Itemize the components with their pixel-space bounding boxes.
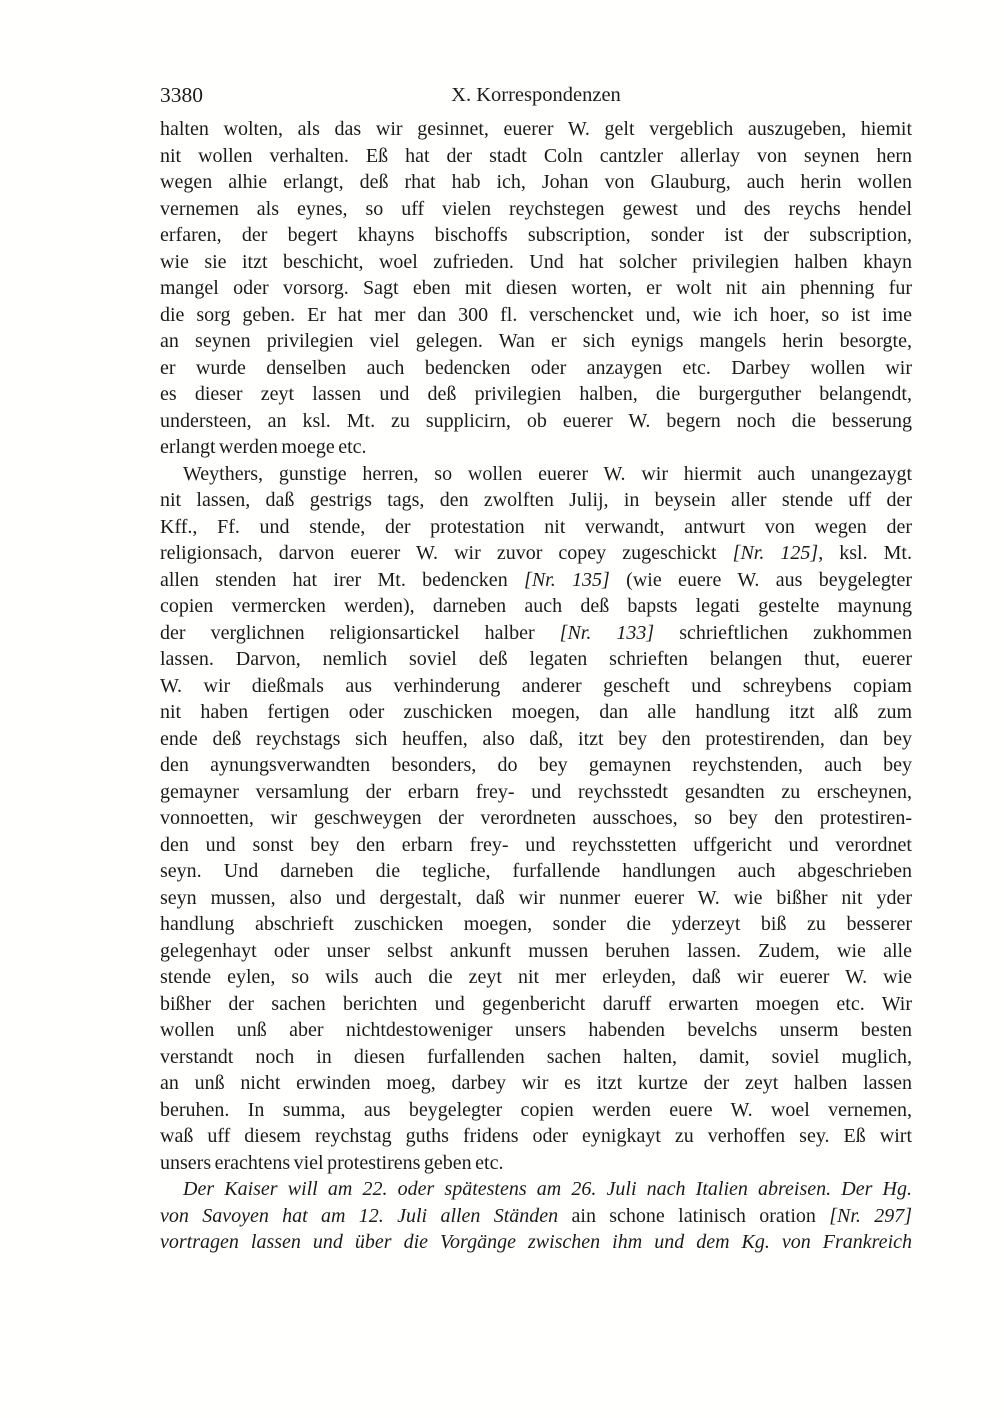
text-line [160,355,912,382]
italic-text-segment: [Nr. 135] [524,568,610,591]
text-segment: wollen unß aber nichtdestoweniger unsers habenden bevelchs unserm besten [160,1019,912,1041]
text-line [160,911,912,938]
text-line [160,143,912,170]
text-segment: handlung abschrieft zuschicken moegen, sonder die yderzeyt biß zu besserer [160,913,912,935]
text-line [160,699,912,726]
text-line [160,991,912,1018]
text-segment: , ksl. Mt. [818,542,912,564]
text-segment: den und sonst bey den erbarn frey- und reychsstetten uffgericht und verordnet [160,833,912,856]
text-segment: erlangt werden moege etc. [160,436,367,458]
text-segment: nit lassen, daß gestrigs tags, den zwolften Julij, in beysein aller stende uff der [160,489,912,511]
text-line [160,938,912,965]
text-line [160,328,912,355]
text-line [160,1229,912,1256]
text-line [160,885,912,912]
text-segment: copien vermercken werden), darneben auch deß bapsts legati gestelte maynung [160,595,912,617]
text-line [160,1150,912,1177]
text-segment: beruhen. In summa, aus beygelegter copien werden euere W. woel vernemen, [160,1098,912,1121]
text-line [160,1070,912,1097]
text-segment: die sorg geben. Er hat mer dan 300 fl. verschencket und, wie ich hoer, so ist ime [160,303,912,326]
text-segment: mangel oder vorsorg. Sagt eben mit diesen worten, er wolt nit ain phenning fur [160,277,912,299]
running-head: X. Korrespondenzen [451,84,621,106]
text-segment: allen stenden hat irer Mt. bedencken [160,568,525,591]
text-line [160,196,912,223]
text-line [160,567,912,594]
text-segment: gelegenhayt oder unser selbst ankunft mussen beruhen lassen. Zudem, wie alle [160,939,912,962]
italic-text-segment: [Nr. 125] [732,542,819,564]
text-segment: schrieftlichen zukhommen [654,621,912,644]
text-segment: waß uff diesem reychstag guths fridens oder eynigkayt zu verhoffen sey. Eß wirt [160,1125,912,1147]
text-segment: es dieser zeyt lassen und deß privilegien halben, die burgerguther belangendt, [160,383,912,405]
text-line [160,1097,912,1124]
text-segment: Kff., Ff. und stende, der protestation nit verwandt, antwurt von wegen der [160,515,912,538]
text-segment: vonnoetten, wir geschweygen der verordneten ausschoes, so bey den protestiren- [160,807,912,829]
text-line [160,408,912,435]
text-segment: vernemen als eynes, so uff vielen reychstegen gewest und des reychs hendel [160,197,912,220]
text-line [160,673,912,700]
text-line [160,461,912,488]
text-segment: nit haben fertigen oder zuschicken moegen, dan alle handlung itzt alß zum [160,701,912,723]
text-line [160,726,912,753]
text-line [160,620,912,647]
text-line [160,249,912,276]
text-line [160,222,912,249]
text-line [160,275,912,302]
text-segment: seyn. Und darneben die tegliche, furfallende handlungen auch abgeschrieben [160,860,912,882]
text-line [160,1176,912,1203]
text-line [160,1123,912,1150]
text-segment: erfaren, der begert khayns bischoffs subscription, sonder ist der subscription, [160,224,912,246]
text-segment: an seynen privilegien viel gelegen. Wan er sich eynigs mangels herin besorgte, [160,330,912,352]
page-number: 3380 [160,83,203,107]
italic-text-segment: [Nr. 297] [829,1204,912,1227]
text-segment: gemayner versamlung der erbarn frey- und reychsstedt gesandten zu erscheynen, [160,780,912,803]
italic-text-segment: vortragen lassen und über die Vorgänge zwischen ihm und dem Kg. von Frankreich [160,1231,912,1253]
text-line [160,514,912,541]
text-segment: bißher der sachen berichten und gegenbericht daruff erwarten moegen etc. Wir [160,992,912,1015]
text-line [160,302,912,329]
text-line [160,858,912,885]
text-line [160,116,912,143]
text-segment: den aynungsverwandten besonders, do bey gemaynen reychstenden, auch bey [160,754,912,776]
text-segment: lassen. Darvon, nemlich soviel deß legaten schrieften belangen thut, euerer [160,648,912,670]
text-segment: nit wollen verhalten. Eß hat der stadt Coln cantzler allerlay von seynen hern [160,144,912,167]
text-line [160,487,912,514]
text-line [160,434,912,461]
text-line [160,752,912,779]
text-segment: Weythers, gunstige herren, so wollen euerer W. wir hiermit auch unangezaygt [183,462,912,485]
text-segment: W. wir dießmals aus verhinderung anderer gescheft und schreybens copiam [160,674,912,697]
text-segment: seyn mussen, also und dergestalt, daß wir nunmer euerer W. wie bißher nit yder [160,886,912,909]
text-segment: understeen, an ksl. Mt. zu supplicirn, ob euerer W. begern noch die besserung [160,409,912,432]
text-segment: ende deß reychstags sich heuffen, also daß, itzt bey den protestirenden, dan bey [160,727,912,750]
italic-text-segment: von Savoyen hat am 12. Juli allen Ständen [160,1204,572,1227]
italic-text-segment: [Nr. 133] [559,621,655,644]
text-segment: halten wolten, als das wir gesinnet, euerer W. gelt vergeblich auszugeben, hiemit [160,118,912,140]
text-line [160,169,912,196]
text-line [160,1203,912,1230]
text-segment: (wie euere W. aus beygelegter [609,568,912,591]
body-text [160,116,912,1256]
text-segment: ain schone latinisch oration [571,1204,830,1227]
italic-text-segment: Der Kaiser will am 22. oder spätestens am 26. Juli nach Italien abreisen. Der Hg. [183,1178,912,1200]
text-segment: verstandt noch in diesen furfallenden sachen halten, damit, soviel muglich, [160,1045,912,1068]
text-line [160,381,912,408]
text-line [160,593,912,620]
text-segment: an unß nicht erwinden moeg, darbey wir es itzt kurtze der zeyt halben lassen [160,1072,912,1094]
text-line [160,540,912,567]
text-segment: er wurde denselben auch bedencken oder anzaygen etc. Darbey wollen wir [160,356,912,379]
text-line [160,1017,912,1044]
text-segment: religionsach, darvon euerer W. wir zuvor copey zugeschickt [160,542,733,564]
text-segment: stende eylen, so wils auch die zeyt nit mer erleyden, daß wir euerer W. wie [160,966,912,988]
text-line [160,832,912,859]
text-segment: wie sie itzt beschicht, woel zufrieden. Und hat solcher privilegien halben khayn [160,250,912,273]
text-segment: wegen alhie erlangt, deß rhat hab ich, Johan von Glauburg, auch herin wollen [160,171,912,193]
text-line [160,964,912,991]
text-line [160,805,912,832]
text-line [160,779,912,806]
text-segment: unsers erachtens viel protestirens geben etc. [160,1151,504,1174]
text-line [160,646,912,673]
page-header [160,82,912,109]
text-segment: der verglichnen religionsartickel halber [160,621,560,644]
text-line [160,1044,912,1071]
